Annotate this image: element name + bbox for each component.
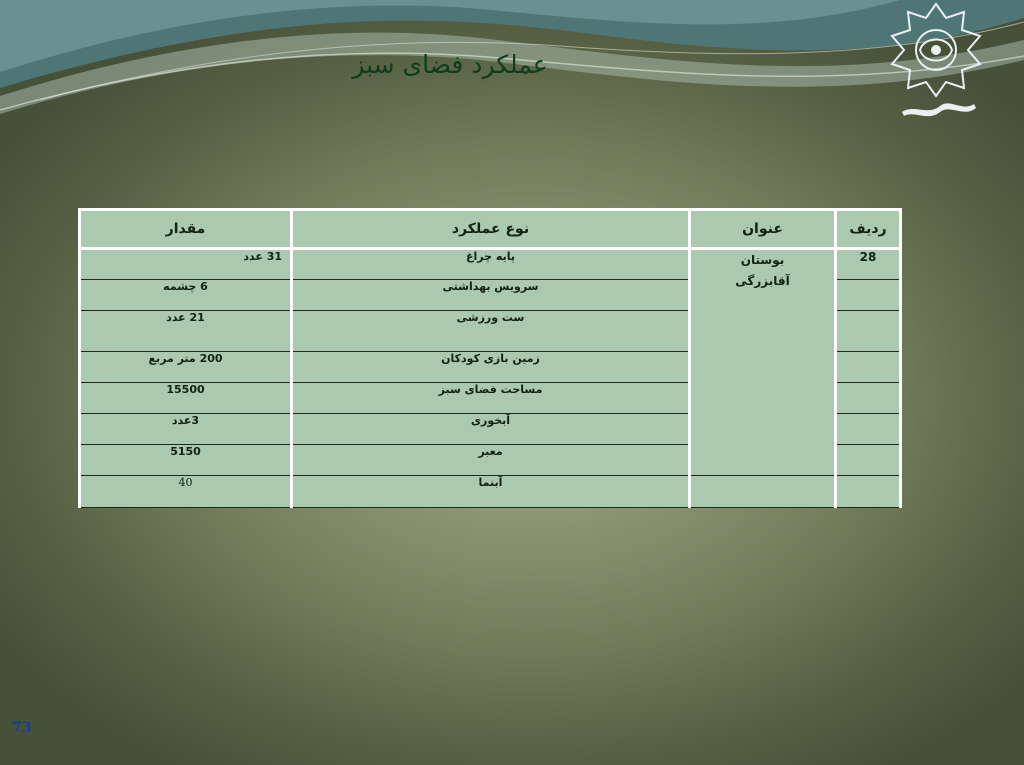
- header-performance-type: نوع عملکرد: [292, 210, 690, 249]
- row-number-cell: [836, 311, 901, 352]
- row-number-cell: [836, 414, 901, 445]
- row-number-cell: 28: [836, 249, 901, 280]
- type-cell: زمین بازی کودکان: [292, 352, 690, 383]
- row-number-cell: [836, 445, 901, 476]
- amount-cell: 6 چشمه: [80, 280, 292, 311]
- page-number: 73: [12, 720, 32, 736]
- row-number-cell: [836, 280, 901, 311]
- type-cell: ست ورزشی: [292, 311, 690, 352]
- row-number-cell: [836, 383, 901, 414]
- title-cell: [690, 476, 836, 508]
- header-amount: مقدار: [80, 210, 292, 249]
- amount-cell: 3عدد: [80, 414, 292, 445]
- type-cell: مساحت فضای سبز: [292, 383, 690, 414]
- type-cell: آبخوری: [292, 414, 690, 445]
- type-cell: پایه چراغ: [292, 249, 690, 280]
- amount-cell: 40: [80, 476, 292, 508]
- table-header-row: [80, 210, 901, 249]
- amount-cell: 31 عدد: [80, 249, 292, 280]
- performance-table: [78, 208, 902, 508]
- amount-cell: 21 عدد: [80, 311, 292, 352]
- tehran-municipality-emblem: [884, 0, 988, 122]
- table-row: [80, 249, 901, 280]
- slide-title: عملکرد فضای سبز: [352, 50, 548, 79]
- header-row-number: ردیف: [836, 210, 901, 249]
- row-number-cell: [836, 352, 901, 383]
- row-number-cell: [836, 476, 901, 508]
- group-title: بوستان آقابزرگی: [735, 253, 790, 288]
- table-row: [80, 476, 901, 508]
- amount-cell: 5150: [80, 445, 292, 476]
- header-title: عنوان: [690, 210, 836, 249]
- amount-cell: 15500: [80, 383, 292, 414]
- amount-cell: 200 متر مربع: [80, 352, 292, 383]
- group-title-cell: [690, 249, 836, 476]
- type-cell: آبنما: [292, 476, 690, 508]
- type-cell: معبر: [292, 445, 690, 476]
- type-cell: سرویس بهداشتی: [292, 280, 690, 311]
